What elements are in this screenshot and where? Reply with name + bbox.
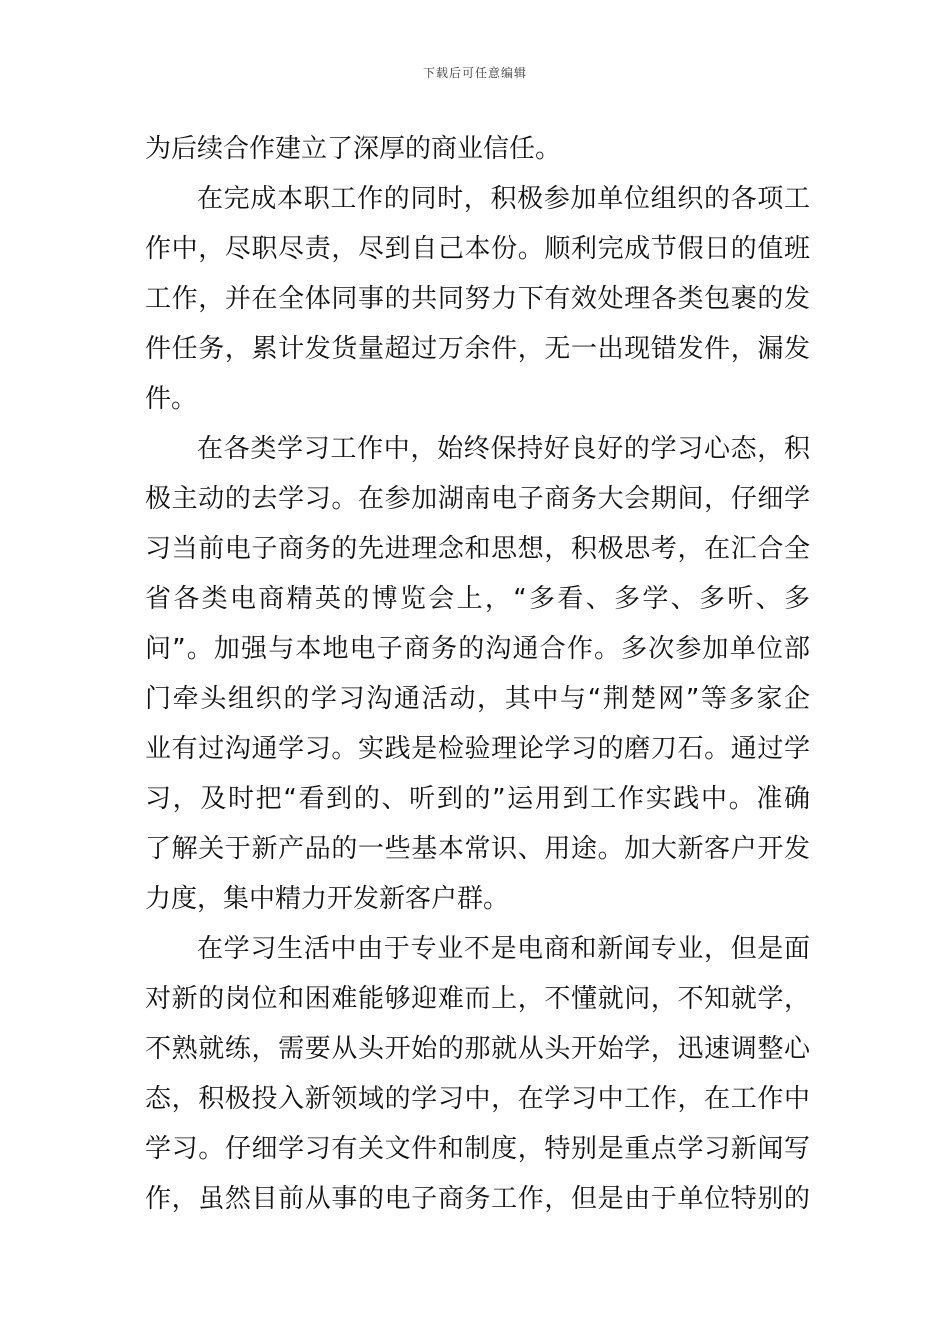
text-line: 在学习生活中由于专业不是电商和新闻专业，但是面 bbox=[197, 934, 810, 964]
text-line: 件任务，累计发货量超过万余件，无一出现错发件，漏发 bbox=[145, 334, 810, 364]
text-line: 业有过沟通学习。实践是检验理论学习的磨刀石。通过学 bbox=[145, 734, 810, 764]
text-line: 在各类学习工作中，始终保持好良好的学习心态，积 bbox=[197, 434, 810, 464]
text-line: 在完成本职工作的同时，积极参加单位组织的各项工 bbox=[197, 184, 810, 214]
text-line: 习，及时把“看到的、听到的”运用到工作实践中。准确 bbox=[145, 784, 810, 814]
document-body bbox=[145, 124, 810, 1224]
text-line: 问”。加强与本地电子商务的沟通合作。多次参加单位部 bbox=[145, 634, 810, 664]
text-line: 极主动的去学习。在参加湖南电子商务大会期间，仔细学 bbox=[145, 484, 810, 514]
text-line: 件。 bbox=[145, 384, 198, 414]
text-line: 了解关于新产品的一些基本常识、用途。加大新客户开发 bbox=[145, 834, 810, 864]
text-line: 不熟就练，需要从头开始的那就从头开始学，迅速调整心 bbox=[145, 1034, 810, 1064]
text-line: 工作，并在全体同事的共同努力下有效处理各类包裹的发 bbox=[145, 284, 810, 314]
page-header: 下载后可任意编辑 bbox=[422, 66, 527, 80]
text-line: 省各类电商精英的博览会上，“多看、多学、多听、多 bbox=[145, 584, 810, 614]
text-line: 为后续合作建立了深厚的商业信任。 bbox=[145, 134, 562, 164]
text-line: 学习。仔细学习有关文件和制度，特别是重点学习新闻写 bbox=[145, 1134, 810, 1164]
text-line: 力度，集中精力开发新客户群。 bbox=[145, 884, 510, 914]
text-line: 门牵头组织的学习沟通活动，其中与“荆楚网”等多家企 bbox=[145, 684, 810, 714]
text-line: 对新的岗位和困难能够迎难而上，不懂就问，不知就学， bbox=[145, 984, 810, 1014]
text-line: 作，虽然目前从事的电子商务工作，但是由于单位特别的 bbox=[145, 1184, 810, 1214]
text-line: 态，积极投入新领域的学习中，在学习中工作，在工作中 bbox=[145, 1084, 810, 1114]
text-line: 作中，尽职尽责，尽到自己本份。顺利完成节假日的值班 bbox=[145, 234, 810, 264]
text-line: 习当前电子商务的先进理念和思想，积极思考，在汇合全 bbox=[145, 534, 810, 564]
